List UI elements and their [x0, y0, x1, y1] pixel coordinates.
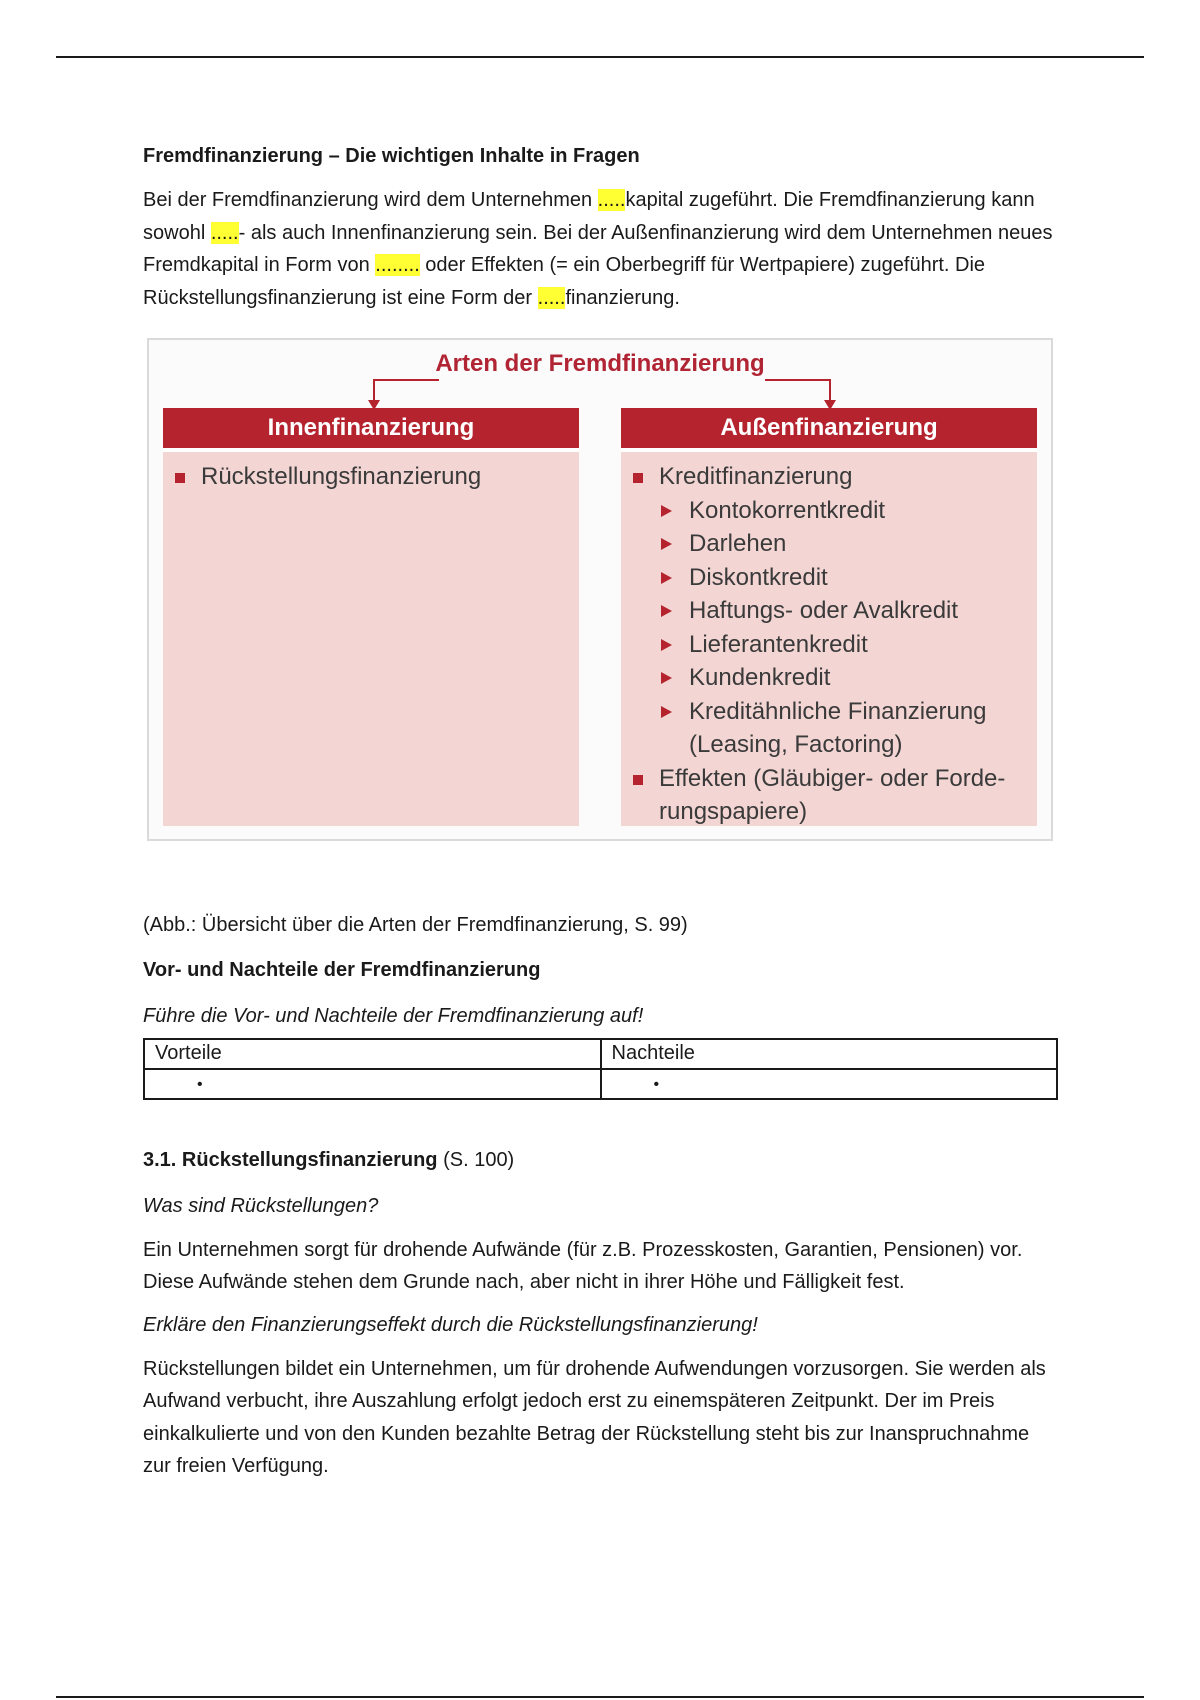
- column-header: Innenfinanzierung: [163, 408, 579, 452]
- bullet-icon: •: [197, 1076, 203, 1093]
- sub-item: Kreditähnliche Finanzierung (Leasing, Factoring): [659, 695, 1037, 762]
- financing-types-figure: [147, 338, 1053, 841]
- answer-1: Ein Unternehmen sorgt für drohende Aufwände (für z.B. Prozesskosten, Garantien, Pensionen) vor. Diese Aufwände stehen dem Grunde nach, aber nicht in ihrer Höhe und Fälligkeit fest.: [143, 1238, 1023, 1293]
- document-body: [143, 142, 1058, 1483]
- list-item: Effekten (Gläubiger- oder Forde-rungspapiere): [621, 762, 1037, 829]
- question-1: Was sind Rückstellungen?: [143, 1194, 379, 1217]
- blank-highlight: .....: [597, 189, 626, 211]
- credit-sublist: [659, 494, 1037, 762]
- intro-text-1: Bei der Fremdfinanzierung wird dem Unternehmen: [143, 189, 598, 211]
- column-innenfinanzierung: [163, 408, 579, 826]
- table-cell[interactable]: [144, 1069, 601, 1099]
- triangle-bullet-icon: [661, 672, 672, 684]
- sub-item: Kundenkredit: [659, 661, 1037, 695]
- figure-title: Arten der Fremdfinanzierung: [435, 350, 765, 377]
- pros-cons-table: [143, 1038, 1058, 1100]
- column-header: Außenfinanzierung: [621, 408, 1037, 452]
- sub-item: Darlehen: [659, 527, 1037, 561]
- intro-text-2: kapital zugeführt. Die Fremdfinanzierung kann sowohl: [143, 189, 1035, 244]
- blank-highlight: .....: [210, 221, 239, 244]
- intro-text-4: oder Effekten (= ein Oberbegriff für Wertpapiere) zugeführt. Die Rückstellungsfinanzierung ist eine Form der: [143, 254, 986, 309]
- table-header-vorteile: Vorteile: [144, 1039, 601, 1069]
- column-aussenfinanzierung: [621, 408, 1037, 826]
- square-bullet-icon: [175, 473, 185, 483]
- sub-item: Haftungs- oder Avalkredit: [659, 594, 1037, 628]
- blank-highlight: .....: [537, 286, 566, 309]
- bullet-icon: •: [653, 1076, 660, 1093]
- task-prompt: Führe die Vor- und Nachteile der Fremdfinanzierung auf!: [143, 1004, 644, 1027]
- answer-2: Rückstellungen bildet ein Unternehmen, um für drohende Aufwendungen vorzusorgen. Sie werden als Aufwand verbucht, ihre Auszahlung erfolgt jedoch erst zu einemspäteren Zeitpunkt. Der im Preis einkalkulierte und von den Kunden bezahlte Betrag der Rückstellung steht bis zur Inanspruchnahme zur freien Verfügung.: [143, 1357, 1046, 1477]
- table-row: [144, 1069, 1057, 1099]
- blank-highlight: ........: [375, 254, 420, 276]
- question-2: Erkläre den Finanzierungseffekt durch die Rückstellungsfinanzierung!: [143, 1313, 758, 1336]
- sub-item: Lieferantenkredit: [659, 628, 1037, 662]
- bottom-rule: [56, 1696, 1144, 1698]
- table-header-nachteile: Nachteile: [601, 1039, 1058, 1069]
- top-rule: [56, 56, 1144, 58]
- page-reference: (S. 100): [443, 1148, 515, 1171]
- triangle-bullet-icon: [661, 639, 672, 651]
- triangle-bullet-icon: [661, 505, 672, 517]
- table-header-row: [144, 1039, 1057, 1069]
- sub-item: Kontokorrentkredit: [659, 494, 1037, 528]
- list-item: Kreditfinanzierung Kontokorrentkredit Darlehen Diskontkredit Haftungs- oder Avalkredit Lieferantenkredit Kundenkredit Kreditähnliche Finanzierung (Leasing, Factoring): [621, 460, 1037, 762]
- triangle-bullet-icon: [661, 706, 672, 718]
- square-bullet-icon: [633, 775, 643, 785]
- triangle-bullet-icon: [661, 605, 672, 617]
- intro-text-5: finanzierung.: [565, 286, 680, 309]
- square-bullet-icon: [633, 473, 643, 483]
- innen-list: [163, 452, 579, 494]
- figure-caption: (Abb.: Übersicht über die Arten der Fremdfinanzierung, S. 99): [143, 914, 688, 936]
- triangle-bullet-icon: [661, 538, 672, 550]
- section-title: 3.1. Rückstellungsfinanzierung (S. 100): [143, 1148, 515, 1171]
- intro-text-3: - als auch Innenfinanzierung sein. Bei der Außenfinanzierung wird dem Unternehmen neues Fremdkapital in Form von: [143, 221, 1053, 276]
- aussen-list: [621, 452, 1037, 829]
- triangle-bullet-icon: [661, 572, 672, 584]
- list-item: Rückstellungsfinanzierung: [163, 460, 579, 494]
- section-heading: Vor- und Nachteile der Fremdfinanzierung: [143, 958, 541, 981]
- main-heading: Fremdfinanzierung – Die wichtigen Inhalte in Fragen: [143, 145, 640, 167]
- table-cell[interactable]: [601, 1069, 1058, 1099]
- sub-item: Diskontkredit: [659, 561, 1037, 595]
- intro-paragraph: [143, 184, 1058, 314]
